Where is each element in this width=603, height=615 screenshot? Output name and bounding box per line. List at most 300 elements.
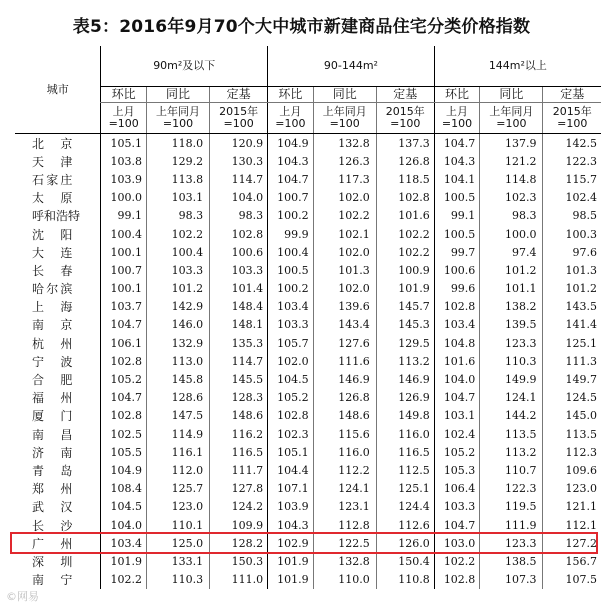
index-value: 114.7 — [210, 170, 268, 188]
index-value: 110.3 — [480, 352, 543, 370]
table-row — [15, 280, 601, 298]
table-row — [15, 516, 601, 534]
base-header: 2015年 =100 — [376, 103, 434, 134]
index-value: 126.9 — [376, 389, 434, 407]
index-value: 99.7 — [434, 243, 480, 261]
city-name: 呼和浩特 — [32, 209, 81, 224]
index-value: 103.1 — [146, 189, 209, 207]
sub-header: 定基 — [543, 87, 601, 103]
table-row — [15, 352, 601, 370]
city-name: 长沙 — [32, 518, 73, 533]
index-value: 113.2 — [480, 443, 543, 461]
table-row — [15, 261, 601, 279]
index-value: 100.1 — [101, 243, 147, 261]
index-value: 100.0 — [101, 189, 147, 207]
index-value: 101.9 — [101, 552, 147, 570]
table-row — [15, 152, 601, 170]
index-value: 114.9 — [146, 425, 209, 443]
index-value: 139.5 — [480, 316, 543, 334]
index-value: 104.3 — [268, 152, 314, 170]
index-value: 106.1 — [101, 334, 147, 352]
index-value: 148.6 — [313, 407, 376, 425]
index-value: 149.7 — [543, 370, 601, 388]
index-value: 102.2 — [376, 243, 434, 261]
index-value: 107.1 — [268, 480, 314, 498]
index-value: 102.0 — [313, 243, 376, 261]
sub-header: 定基 — [210, 87, 268, 103]
index-value: 133.1 — [146, 552, 209, 570]
index-value: 122.5 — [313, 534, 376, 552]
index-value: 100.4 — [146, 243, 209, 261]
index-value: 102.2 — [376, 225, 434, 243]
index-value: 100.7 — [101, 261, 147, 279]
city-name: 宁波 — [32, 354, 73, 369]
index-value: 148.4 — [210, 298, 268, 316]
index-value: 110.0 — [313, 571, 376, 589]
index-value: 103.4 — [268, 298, 314, 316]
index-value: 112.5 — [376, 461, 434, 479]
index-value: 123.3 — [480, 534, 543, 552]
index-value: 102.8 — [434, 571, 480, 589]
index-value: 156.7 — [543, 552, 601, 570]
index-value: 113.5 — [480, 425, 543, 443]
watermark: ©网易 — [6, 590, 39, 603]
index-value: 99.6 — [434, 280, 480, 298]
index-value: 122.3 — [480, 480, 543, 498]
index-value: 118.5 — [376, 170, 434, 188]
index-value: 101.2 — [146, 280, 209, 298]
table-row — [15, 334, 601, 352]
index-value: 98.3 — [480, 207, 543, 225]
index-value: 105.2 — [101, 370, 147, 388]
index-value: 123.1 — [313, 498, 376, 516]
index-value: 106.4 — [434, 480, 480, 498]
index-value: 146.0 — [146, 316, 209, 334]
index-value: 102.9 — [268, 534, 314, 552]
index-value: 104.9 — [101, 461, 147, 479]
index-value: 104.7 — [101, 316, 147, 334]
index-value: 103.3 — [146, 261, 209, 279]
index-value: 124.2 — [210, 498, 268, 516]
index-value: 147.5 — [146, 407, 209, 425]
city-name: 哈尔滨 — [32, 282, 73, 297]
index-value: 100.2 — [268, 207, 314, 225]
index-value: 105.2 — [434, 443, 480, 461]
index-value: 111.7 — [210, 461, 268, 479]
table-row — [15, 316, 601, 334]
index-value: 148.1 — [210, 316, 268, 334]
table-row — [15, 407, 601, 425]
index-value: 128.2 — [210, 534, 268, 552]
index-value: 104.7 — [434, 516, 480, 534]
table-row — [15, 389, 601, 407]
index-value: 146.9 — [313, 370, 376, 388]
index-value: 100.6 — [210, 243, 268, 261]
sub-header: 环比 — [268, 87, 314, 103]
city-name: 济南 — [32, 445, 73, 460]
index-value: 124.1 — [480, 389, 543, 407]
table-row — [15, 461, 601, 479]
index-value: 145.3 — [376, 316, 434, 334]
index-value: 119.5 — [480, 498, 543, 516]
table-row — [15, 443, 601, 461]
index-value: 116.1 — [146, 443, 209, 461]
table-row — [15, 480, 601, 498]
index-value: 104.7 — [434, 134, 480, 153]
index-value: 137.9 — [480, 134, 543, 153]
sub-header: 同比 — [146, 87, 209, 103]
index-value: 103.1 — [434, 407, 480, 425]
index-value: 123.3 — [480, 334, 543, 352]
index-value: 100.2 — [268, 280, 314, 298]
base-header: 上月 =100 — [101, 103, 147, 134]
index-value: 104.5 — [101, 498, 147, 516]
index-value: 104.0 — [210, 189, 268, 207]
index-value: 122.3 — [543, 152, 601, 170]
index-value: 146.9 — [376, 370, 434, 388]
index-value: 104.7 — [268, 170, 314, 188]
city-name: 沈阳 — [32, 227, 73, 242]
index-value: 120.9 — [210, 134, 268, 153]
index-value: 124.1 — [313, 480, 376, 498]
index-value: 101.6 — [376, 207, 434, 225]
city-name: 上海 — [32, 300, 73, 315]
index-value: 142.9 — [146, 298, 209, 316]
table-row — [15, 425, 601, 443]
index-value: 101.2 — [480, 261, 543, 279]
index-value: 116.2 — [210, 425, 268, 443]
index-value: 104.7 — [434, 389, 480, 407]
index-value: 102.0 — [313, 280, 376, 298]
index-value: 116.5 — [210, 443, 268, 461]
base-header: 2015年 =100 — [210, 103, 268, 134]
city-name: 北京 — [32, 136, 73, 151]
index-value: 110.1 — [146, 516, 209, 534]
index-value: 123.0 — [146, 498, 209, 516]
index-value: 107.3 — [480, 571, 543, 589]
index-value: 132.9 — [146, 334, 209, 352]
price-index-table — [15, 46, 601, 589]
index-value: 102.3 — [480, 189, 543, 207]
city-name: 深圳 — [32, 554, 73, 569]
index-value: 103.4 — [101, 534, 147, 552]
index-value: 138.5 — [480, 552, 543, 570]
index-value: 105.2 — [268, 389, 314, 407]
index-value: 124.4 — [376, 498, 434, 516]
index-value: 129.5 — [376, 334, 434, 352]
index-value: 98.5 — [543, 207, 601, 225]
index-value: 139.6 — [313, 298, 376, 316]
index-value: 115.7 — [543, 170, 601, 188]
index-value: 111.0 — [210, 571, 268, 589]
city-name: 郑州 — [32, 482, 73, 497]
index-value: 102.8 — [101, 352, 147, 370]
index-value: 125.7 — [146, 480, 209, 498]
index-value: 101.9 — [268, 552, 314, 570]
index-value: 102.2 — [146, 225, 209, 243]
table-row — [15, 552, 601, 570]
table-row — [15, 243, 601, 261]
base-header: 2015年 =100 — [543, 103, 601, 134]
index-value: 105.5 — [101, 443, 147, 461]
index-value: 102.2 — [313, 207, 376, 225]
city-name: 天津 — [32, 154, 73, 169]
index-value: 125.0 — [146, 534, 209, 552]
table-title: 表5：2016年9月70个大中城市新建商品住宅分类价格指数 — [72, 17, 531, 37]
base-header: 上年同月 =100 — [313, 103, 376, 134]
index-value: 101.6 — [434, 352, 480, 370]
table-row — [15, 298, 601, 316]
index-value: 114.8 — [480, 170, 543, 188]
index-value: 97.4 — [480, 243, 543, 261]
index-value: 109.9 — [210, 516, 268, 534]
index-value: 97.6 — [543, 243, 601, 261]
index-value: 102.8 — [268, 407, 314, 425]
index-value: 102.8 — [434, 298, 480, 316]
index-value: 103.9 — [101, 170, 147, 188]
base-header: 上月 =100 — [268, 103, 314, 134]
index-value: 104.7 — [101, 389, 147, 407]
city-name: 广州 — [32, 536, 73, 551]
index-value: 127.2 — [543, 534, 601, 552]
sub-header: 环比 — [101, 87, 147, 103]
city-name: 长春 — [32, 263, 73, 278]
city-name: 厦门 — [32, 409, 73, 424]
index-value: 132.8 — [313, 552, 376, 570]
index-value: 116.5 — [376, 443, 434, 461]
index-value: 112.8 — [313, 516, 376, 534]
index-value: 104.5 — [268, 370, 314, 388]
index-value: 121.2 — [480, 152, 543, 170]
index-value: 103.3 — [210, 261, 268, 279]
index-value: 143.4 — [313, 316, 376, 334]
index-value: 102.2 — [434, 552, 480, 570]
city-name: 石家庄 — [32, 172, 73, 187]
index-value: 102.8 — [376, 189, 434, 207]
index-value: 103.3 — [268, 316, 314, 334]
table-row — [15, 189, 601, 207]
index-value: 112.1 — [543, 516, 601, 534]
index-value: 100.6 — [434, 261, 480, 279]
index-value: 104.9 — [268, 134, 314, 153]
table-row — [15, 134, 601, 153]
index-value: 142.5 — [543, 134, 601, 153]
index-value: 145.5 — [210, 370, 268, 388]
index-value: 104.8 — [434, 334, 480, 352]
index-value: 103.8 — [101, 152, 147, 170]
index-value: 99.1 — [101, 207, 147, 225]
index-value: 109.6 — [543, 461, 601, 479]
index-value: 104.0 — [101, 516, 147, 534]
index-value: 118.0 — [146, 134, 209, 153]
index-value: 102.4 — [543, 189, 601, 207]
group-header: 90-144m² — [268, 46, 435, 87]
group-header: 90m²及以下 — [101, 46, 268, 87]
index-value: 141.4 — [543, 316, 601, 334]
index-value: 126.8 — [376, 152, 434, 170]
index-value: 124.5 — [543, 389, 601, 407]
index-value: 98.3 — [146, 207, 209, 225]
index-value: 143.5 — [543, 298, 601, 316]
city-name: 杭州 — [32, 336, 73, 351]
table-body — [15, 134, 601, 589]
table-row — [15, 370, 601, 388]
index-value: 103.9 — [268, 498, 314, 516]
index-value: 104.0 — [434, 370, 480, 388]
index-value: 110.3 — [146, 571, 209, 589]
sub-header: 定基 — [376, 87, 434, 103]
index-value: 103.0 — [434, 534, 480, 552]
index-value: 116.0 — [313, 443, 376, 461]
city-name: 南宁 — [32, 573, 73, 588]
index-value: 101.4 — [210, 280, 268, 298]
index-value: 102.1 — [313, 225, 376, 243]
index-value: 101.9 — [376, 280, 434, 298]
index-value: 101.2 — [543, 280, 601, 298]
index-value: 111.6 — [313, 352, 376, 370]
index-value: 135.3 — [210, 334, 268, 352]
index-value: 111.3 — [543, 352, 601, 370]
index-value: 126.8 — [313, 389, 376, 407]
index-value: 145.8 — [146, 370, 209, 388]
index-value: 105.1 — [268, 443, 314, 461]
index-value: 102.0 — [268, 352, 314, 370]
table-row — [15, 571, 601, 589]
index-value: 102.4 — [434, 425, 480, 443]
index-value: 115.6 — [313, 425, 376, 443]
index-value: 104.1 — [434, 170, 480, 188]
city-name: 福州 — [32, 391, 73, 406]
index-value: 145.0 — [543, 407, 601, 425]
base-header: 上月 =100 — [434, 103, 480, 134]
index-value: 102.5 — [101, 425, 147, 443]
index-value: 102.0 — [313, 189, 376, 207]
city-name: 太原 — [32, 191, 73, 206]
index-value: 101.3 — [543, 261, 601, 279]
index-value: 111.9 — [480, 516, 543, 534]
index-value: 114.7 — [210, 352, 268, 370]
index-value: 112.0 — [146, 461, 209, 479]
index-value: 113.8 — [146, 170, 209, 188]
index-value: 150.4 — [376, 552, 434, 570]
index-value: 126.0 — [376, 534, 434, 552]
city-name: 南昌 — [32, 427, 73, 442]
index-value: 99.1 — [434, 207, 480, 225]
index-value: 100.4 — [101, 225, 147, 243]
index-value: 102.8 — [210, 225, 268, 243]
group-header: 144m²以上 — [434, 46, 601, 87]
table-row — [15, 207, 601, 225]
index-value: 113.2 — [376, 352, 434, 370]
index-value: 125.1 — [543, 334, 601, 352]
index-value: 126.3 — [313, 152, 376, 170]
index-value: 138.2 — [480, 298, 543, 316]
index-value: 104.3 — [268, 516, 314, 534]
city-name: 青岛 — [32, 463, 73, 478]
index-value: 117.3 — [313, 170, 376, 188]
base-header: 上年同月 =100 — [146, 103, 209, 134]
index-value: 102.3 — [268, 425, 314, 443]
index-value: 110.8 — [376, 571, 434, 589]
city-column-header: 城市 — [15, 46, 101, 134]
sub-header: 同比 — [313, 87, 376, 103]
index-value: 103.7 — [101, 298, 147, 316]
city-name: 合肥 — [32, 373, 73, 388]
index-value: 100.9 — [376, 261, 434, 279]
index-value: 128.3 — [210, 389, 268, 407]
index-value: 105.3 — [434, 461, 480, 479]
table-row — [15, 534, 601, 552]
index-value: 128.6 — [146, 389, 209, 407]
index-value: 132.8 — [313, 134, 376, 153]
index-value: 116.0 — [376, 425, 434, 443]
index-value: 129.2 — [146, 152, 209, 170]
index-value: 137.3 — [376, 134, 434, 153]
index-value: 113.0 — [146, 352, 209, 370]
index-value: 104.4 — [268, 461, 314, 479]
index-value: 100.4 — [268, 243, 314, 261]
index-value: 112.2 — [313, 461, 376, 479]
index-value: 127.6 — [313, 334, 376, 352]
index-value: 99.9 — [268, 225, 314, 243]
index-value: 100.5 — [268, 261, 314, 279]
index-value: 110.7 — [480, 461, 543, 479]
index-value: 123.0 — [543, 480, 601, 498]
index-value: 112.3 — [543, 443, 601, 461]
index-value: 101.1 — [480, 280, 543, 298]
index-value: 103.3 — [434, 498, 480, 516]
index-value: 130.3 — [210, 152, 268, 170]
index-value: 150.3 — [210, 552, 268, 570]
index-value: 105.7 — [268, 334, 314, 352]
city-name: 大连 — [32, 245, 73, 260]
index-value: 100.0 — [480, 225, 543, 243]
city-name: 武汉 — [32, 500, 73, 515]
sub-header: 环比 — [434, 87, 480, 103]
table-row — [15, 225, 601, 243]
index-value: 125.1 — [376, 480, 434, 498]
index-value: 100.1 — [101, 280, 147, 298]
index-value: 108.4 — [101, 480, 147, 498]
base-header: 上年同月 =100 — [480, 103, 543, 134]
index-value: 145.7 — [376, 298, 434, 316]
sub-header: 同比 — [480, 87, 543, 103]
index-value: 149.8 — [376, 407, 434, 425]
index-value: 103.4 — [434, 316, 480, 334]
index-value: 102.8 — [101, 407, 147, 425]
index-value: 98.3 — [210, 207, 268, 225]
index-value: 107.5 — [543, 571, 601, 589]
index-value: 101.9 — [268, 571, 314, 589]
index-value: 149.9 — [480, 370, 543, 388]
table-row — [15, 170, 601, 188]
index-value: 100.5 — [434, 225, 480, 243]
index-value: 101.3 — [313, 261, 376, 279]
index-value: 113.5 — [543, 425, 601, 443]
index-value: 127.8 — [210, 480, 268, 498]
index-value: 102.2 — [101, 571, 147, 589]
index-value: 100.5 — [434, 189, 480, 207]
index-value: 144.2 — [480, 407, 543, 425]
index-value: 112.6 — [376, 516, 434, 534]
index-value: 121.1 — [543, 498, 601, 516]
city-name: 南京 — [32, 318, 73, 333]
index-value: 100.7 — [268, 189, 314, 207]
index-value: 148.6 — [210, 407, 268, 425]
index-value: 100.3 — [543, 225, 601, 243]
index-value: 105.1 — [101, 134, 147, 153]
index-value: 104.3 — [434, 152, 480, 170]
